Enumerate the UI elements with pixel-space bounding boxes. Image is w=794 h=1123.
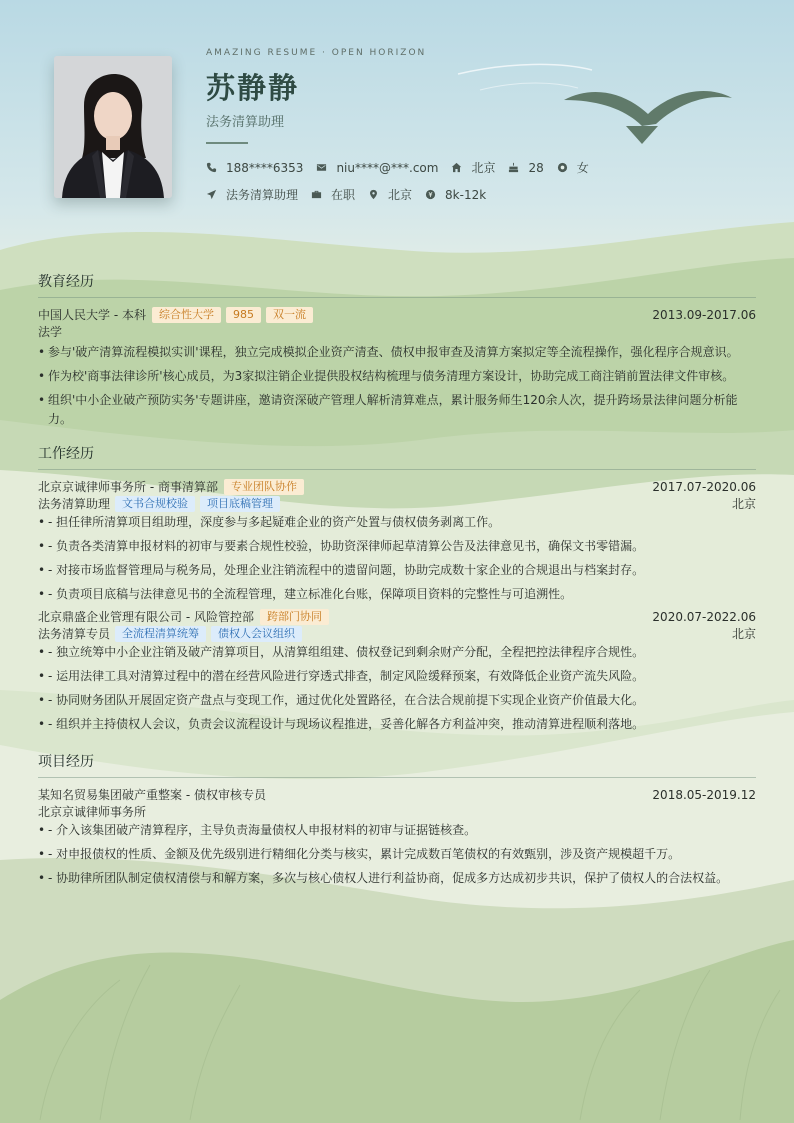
school-name: 中国人民大学 - 本科 [38, 308, 146, 322]
bird-illustration [560, 76, 736, 148]
project-bullets [38, 821, 756, 888]
job-date: 2017.07-2020.06 [652, 480, 756, 494]
school-tag: 双一流 [266, 307, 313, 323]
job-role: 法务清算助理 [38, 497, 111, 511]
list-item: • 作为校'商事法律诊所'核心成员，为3家拟注销企业提供股权结构梳理与债务清理方案设计，协助完成工商注销前置法律文件审核。 [38, 367, 756, 386]
phone-text: 188****6353 [226, 160, 304, 175]
age-item [508, 161, 543, 175]
job-entry-head [38, 608, 756, 626]
job-city: 北京 [731, 497, 756, 511]
candidate-title: 法务清算助理 [206, 115, 285, 130]
section-divider [38, 469, 756, 470]
home-text: 北京 [471, 161, 496, 175]
job-entry-head [38, 478, 756, 496]
phone-item [206, 161, 303, 175]
intent-position-text: 法务清算助理 [226, 188, 299, 202]
gender-item [557, 159, 589, 176]
project-date: 2018.05-2019.12 [652, 788, 756, 802]
education-major-row [38, 324, 756, 340]
portrait-image [54, 56, 172, 198]
company-tag: 跨部门协同 [260, 609, 329, 625]
salary-text: 8k-12k [445, 187, 487, 202]
list-item: • 参与'破产清算流程模拟实训'课程，独立完成模拟企业资产清查、债权申报审查及清算方案拟定等全流程操作，强化程序合规意识。 [38, 343, 756, 362]
list-item: • - 负责各类清算申报材料的初审与要素合规性校验，协助资深律师起草清算公告及法律意见书，确保文书零错漏。 [38, 537, 756, 556]
job-role: 法务清算专员 [38, 627, 111, 641]
section-divider [38, 297, 756, 298]
education-bullets [38, 343, 756, 429]
section-divider [38, 777, 756, 778]
briefcase-icon [311, 189, 322, 200]
mail-icon [316, 162, 327, 173]
list-item: • - 组织并主持债权人会议，负责会议流程设计与现场议程推进，妥善化解各方利益冲突，推动清算进程顺利落地。 [38, 715, 756, 734]
salary-icon [425, 189, 436, 200]
education-date: 2013.09-2017.06 [652, 308, 756, 322]
list-item: • - 协同财务团队开展固定资产盘点与变现工作，通过优化处置路径，在合法合规前提下实现企业资产价值最大化。 [38, 691, 756, 710]
company-name: 北京鼎盛企业管理有限公司 - 风险管控部 [38, 610, 254, 624]
project-entry-head [38, 786, 756, 804]
projects-section [38, 752, 756, 888]
school-tag: 综合性大学 [152, 307, 221, 323]
home-icon [451, 162, 462, 173]
job-bullets [38, 513, 756, 604]
list-item: • - 运用法律工具对清算过程中的潜在经营风险进行穿透式排查，制定风险缓释预案，有效降低企业资产流失风险。 [38, 667, 756, 686]
location-icon [368, 189, 379, 200]
job-bullets [38, 643, 756, 734]
list-item: • - 负责项目底稿与法律意见书的全流程管理，建立标准化台账，保障项目资料的完整性与可追溯性。 [38, 585, 756, 604]
contact-info-row [206, 159, 602, 176]
resume-tagline: AMAZING RESUME · OPEN HORIZON [206, 48, 427, 58]
age-text: 28 [528, 160, 544, 175]
phone-icon [206, 162, 217, 173]
cake-icon [508, 162, 519, 173]
company-name: 北京京诚律师事务所 - 商事清算部 [38, 480, 218, 494]
email-text: niu****@***.com [336, 160, 439, 175]
list-item: • 组织'中小企业破产预防实务'专题讲座，邀请资深破产管理人解析清算难点，累计服务师生120余人次，提升跨场景法律问题分析能力。 [38, 391, 756, 429]
job-date: 2020.07-2022.06 [652, 610, 756, 624]
send-icon [206, 189, 217, 200]
email-item [316, 161, 438, 175]
gender-icon [557, 162, 568, 173]
intent-position-item [206, 186, 298, 203]
list-item: • - 独立统筹中小企业注销及破产清算项目，从清算组组建、债权登记到剩余财产分配，全程把控法律程序合规性。 [38, 643, 756, 662]
intent-city-text: 北京 [388, 188, 413, 202]
home-item [451, 159, 495, 176]
avatar [54, 56, 172, 198]
school-tag: 985 [226, 307, 261, 323]
job-role-row [38, 496, 756, 512]
projects-title: 项目经历 [38, 754, 94, 770]
list-item: • - 协助律所团队制定债权清偿与和解方案，多次与核心债权人进行利益协商，促成多方达成初步共识，保护了债权人的合法权益。 [38, 869, 756, 888]
work-title: 工作经历 [38, 446, 94, 462]
role-tag: 全流程清算统筹 [115, 626, 206, 642]
major: 法学 [38, 325, 63, 339]
education-title: 教育经历 [38, 274, 94, 290]
gender-text: 女 [576, 161, 589, 175]
salary-item [425, 188, 486, 202]
role-tag: 项目底稿管理 [200, 496, 280, 512]
list-item: • - 对申报债权的性质、金额及优先级别进行精细化分类与核实，累计完成数百笔债权的有效甄别，涉及资产规模超千万。 [38, 845, 756, 864]
status-text: 在职 [331, 188, 356, 202]
education-entry-head [38, 306, 756, 324]
project-org-row [38, 804, 756, 820]
job-city: 北京 [731, 627, 756, 641]
header-divider [206, 142, 248, 144]
education-section [38, 272, 756, 429]
intent-city-item [368, 186, 412, 203]
job-role-row [38, 626, 756, 642]
list-item: • - 对接市场监督管理局与税务局，处理企业注销流程中的遗留问题，协助完成数十家企业的合规退出与档案封存。 [38, 561, 756, 580]
role-tag: 文书合规校验 [115, 496, 195, 512]
project-org: 北京京诚律师事务所 [38, 805, 147, 819]
list-item: • - 介入该集团破产清算程序，主导负责海量债权人申报材料的初审与证据链核查。 [38, 821, 756, 840]
project-name: 某知名贸易集团破产重整案 - 债权审核专员 [38, 788, 266, 802]
status-item [311, 186, 355, 203]
role-tag: 债权人会议组织 [211, 626, 302, 642]
list-item: • - 担任律所清算项目组助理，深度参与多起疑难企业的资产处置与债权债务剥离工作。 [38, 513, 756, 532]
work-section [38, 444, 756, 734]
job-intent-row [206, 186, 499, 203]
company-tag: 专业团队协作 [224, 479, 304, 495]
candidate-name: 苏静静 [206, 71, 300, 105]
